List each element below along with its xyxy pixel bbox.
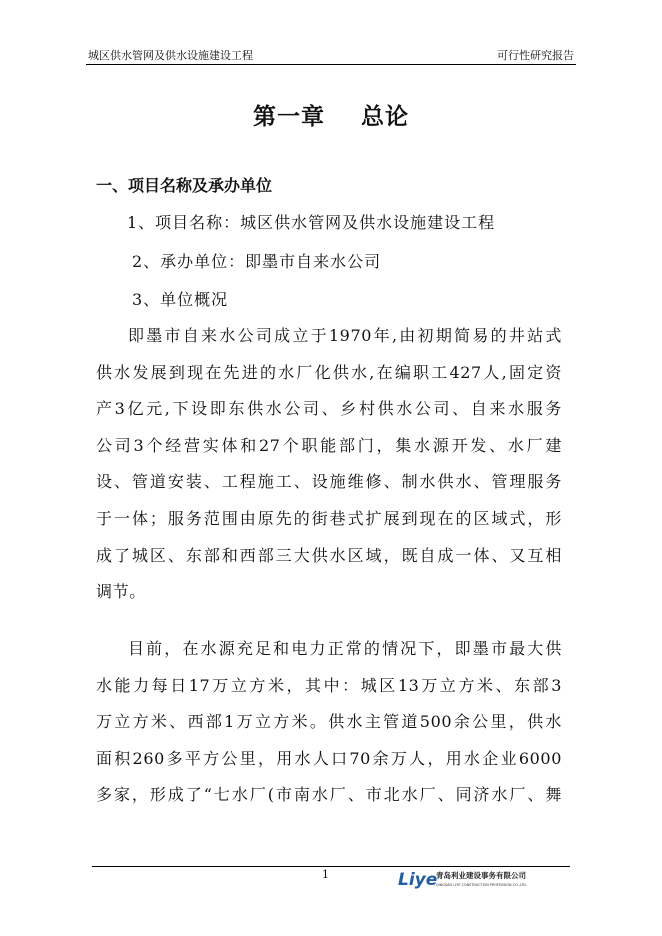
svg-text:Liye: Liye: [398, 870, 438, 890]
paragraph-line: 万立方米、西部1万立方米。供水主管道500余公里，供水: [96, 712, 562, 732]
chapter-name: 总论: [361, 104, 409, 130]
page-header: [86, 44, 576, 65]
list-item-project-name: 1、项目名称：城区供水管网及供水设施建设工程: [127, 213, 496, 232]
svg-text:QINGDAO LIYE CONSTRUCTION PROF: QINGDAO LIYE CONSTRUCTION PROFESSION CO.,LTD.: [436, 883, 527, 887]
paragraph-line: 成了城区、东部和西部三大供水区域，既自成一体、又互相: [96, 545, 562, 565]
paragraph-line: 水能力每日17万立方米，其中：城区13万立方米、东部3: [96, 675, 562, 695]
paragraph-line: 供水发展到现在先进的水厂化供水,在编职工427人,固定资: [96, 362, 562, 382]
paragraph-line: 即墨市自来水公司成立于1970年,由初期简易的井站式: [128, 326, 562, 345]
list-item-unit-overview: 3、单位概况: [132, 290, 229, 309]
paragraph-line: 设、管道安装、工程施工、设施维修、制水供水、管理服务: [96, 472, 562, 492]
chapter-title: [0, 98, 662, 131]
chapter-number: 第一章: [253, 104, 325, 130]
paragraph-line: 调节。: [96, 582, 146, 602]
company-logo: [398, 866, 540, 892]
page-number: 1: [322, 868, 329, 881]
paragraph-line: 面积260多平方公里，用水人口70余万人，用水企业6000: [96, 748, 562, 768]
paragraph-line: 于一体；服务范围由原先的街巷式扩展到现在的区域式，形: [96, 508, 562, 528]
paragraph-line: 产3亿元,下设即东供水公司、乡村供水公司、自来水服务: [96, 399, 562, 419]
paragraph-line: 目前，在水源充足和电力正常的情况下，即墨市最大供: [128, 639, 562, 658]
paragraph-supply-capacity: [96, 631, 562, 814]
paragraph-line: 多家，形成了“七水厂(市南水厂、市北水厂、同济水厂、舞: [96, 785, 562, 805]
header-document-title: 城区供水管网及供水设施建设工程: [88, 49, 253, 62]
section-heading: 一、项目名称及承办单位: [96, 176, 273, 195]
paragraph-line: 公司3个经营实体和27个职能部门，集水源开发、水厂建: [96, 435, 562, 455]
svg-text:青岛利业建设事务有限公司: 青岛利业建设事务有限公司: [436, 871, 526, 880]
header-report-type: 可行性研究报告: [497, 49, 574, 62]
list-item-organizer: 2、承办单位：即墨市自来水公司: [132, 252, 382, 271]
paragraph-company-overview: [96, 318, 562, 611]
